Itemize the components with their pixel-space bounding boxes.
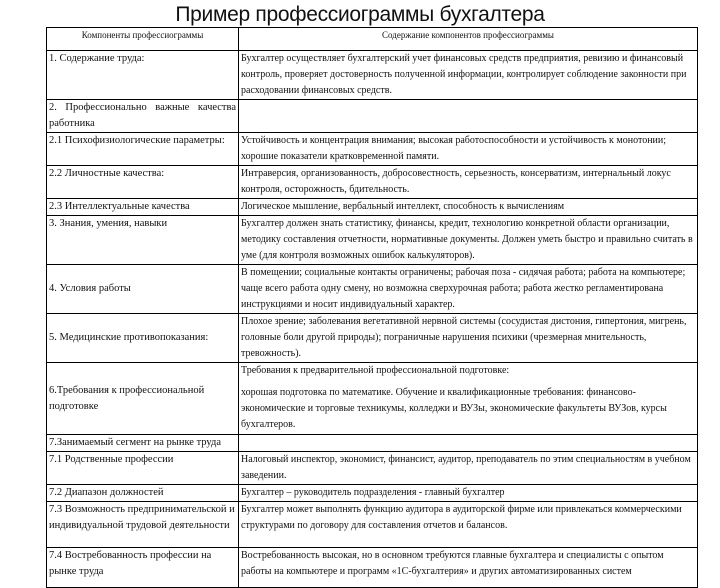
row-label: 7.3 Возможность предпринимательской и индивидуальной трудовой деятельности bbox=[47, 502, 239, 548]
header-components: Компоненты профессиограммы bbox=[47, 28, 239, 51]
table-row bbox=[47, 133, 698, 166]
table-row bbox=[47, 166, 698, 199]
row-label: 7.4 Востребованность профессии на рынке труда bbox=[47, 548, 239, 588]
header-content: Содержание компонентов профессиограммы bbox=[239, 28, 698, 51]
table-row bbox=[47, 452, 698, 485]
row-content: Налоговый инспектор, экономист, финансист, аудитор, преподаватель по этим специальностям в учебном заведении. bbox=[239, 452, 698, 485]
row-label: 7.Занимаемый сегмент на рынке труда bbox=[47, 435, 239, 452]
row-content: Логическое мышление, вербальный интеллект, способность к вычислениям bbox=[239, 199, 698, 216]
row-label: 4. Условия работы bbox=[47, 265, 239, 314]
table-header bbox=[47, 28, 698, 51]
row-content bbox=[239, 363, 698, 435]
row-content: В помещении; социальные контакты ограничены; рабочая поза - сидячая работа; работа на компьютере; чаще всего работа одну смену, но возможна сверхурочная работа; работа жестко регламентирована инструкциями и носит индивидуальный характер. bbox=[239, 265, 698, 314]
row-content bbox=[239, 100, 698, 133]
row-content: Бухгалтер может выполнять функцию аудитора в аудиторской фирме или привлекаться коммерческими структурами по договору для составления отчетов и балансов. bbox=[239, 502, 698, 548]
table-row bbox=[47, 216, 698, 265]
row-label: 2.1 Психофизиологические параметры: bbox=[47, 133, 239, 166]
professiogram-table bbox=[46, 27, 698, 588]
row-label: 2.2 Личностные качества: bbox=[47, 166, 239, 199]
table-row bbox=[47, 51, 698, 100]
table-row bbox=[47, 363, 698, 435]
row-content: Бухгалтер должен знать статистику, финансы, кредит, технологию конкретной области организации, методику составления отчетности, нормативные документы. Должен уметь быстро и правильно считать в уме (для контроля возможных ошибок калькуляторов). bbox=[239, 216, 698, 265]
row-content-heading: Требования к предварительной профессиональной подготовке: bbox=[241, 365, 510, 376]
row-content: Востребованность высокая, но в основном требуются главные бухгалтера и специалисты с опытом работы на компьютере и программ «1С-бухгалтерия» и других автоматизированных систем bbox=[239, 548, 698, 588]
row-content: Устойчивость и концентрация внимания; высокая работоспособности и устойчивость к монотонии; хорошие показатели кратковременной памяти. bbox=[239, 133, 698, 166]
row-content: Интраверсия, организованность, добросовестность, серьезность, консерватизм, интернальный локус контроля, осторожность, бдительность. bbox=[239, 166, 698, 199]
row-label: 7.2 Диапазон должностей bbox=[47, 485, 239, 502]
table-row bbox=[47, 100, 698, 133]
row-label: 2.3 Интеллектуальные качества bbox=[47, 199, 239, 216]
row-content: Бухгалтер – руководитель подразделения - главный бухгалтер bbox=[239, 485, 698, 502]
table-row bbox=[47, 485, 698, 502]
row-label: 1. Содержание труда: bbox=[47, 51, 239, 100]
table-row bbox=[47, 502, 698, 548]
row-label: 7.1 Родственные профессии bbox=[47, 452, 239, 485]
table-row bbox=[47, 265, 698, 314]
table-row bbox=[47, 435, 698, 452]
row-label: 2. Профессионально важные качества работника bbox=[47, 100, 239, 133]
table-row bbox=[47, 314, 698, 363]
row-content: Плохое зрение; заболевания вегетативной нервной системы (сосудистая дистония, гипертония, мигрень, головные боли другой природы); пограничные нарушения психики (чрезмерная мнительность, тревожность). bbox=[239, 314, 698, 363]
row-label: 6.Требования к профессиональной подготовке bbox=[47, 363, 239, 435]
row-content-body: хорошая подготовка по математике. Обучение и квалификационные требования: финансово-экономические и торговые техникумы, колледжи и ВУЗы, экономические факультеты ВУЗов, курсы бухгалтеров. bbox=[241, 387, 667, 430]
row-label: 3. Знания, умения, навыки bbox=[47, 216, 239, 265]
row-content: Бухгалтер осуществляет бухгалтерский учет финансовых средств предприятия, ревизию и финансовый контроль, проверяет достоверность полученной информации, контролирует соблюдение законности при расходовании финансовых средств. bbox=[239, 51, 698, 100]
table-row bbox=[47, 199, 698, 216]
row-label: 5. Медицинские противопоказания: bbox=[47, 314, 239, 363]
table-row bbox=[47, 548, 698, 588]
page-title: Пример профессиограммы бухгалтера bbox=[175, 3, 545, 26]
row-content bbox=[239, 435, 698, 452]
